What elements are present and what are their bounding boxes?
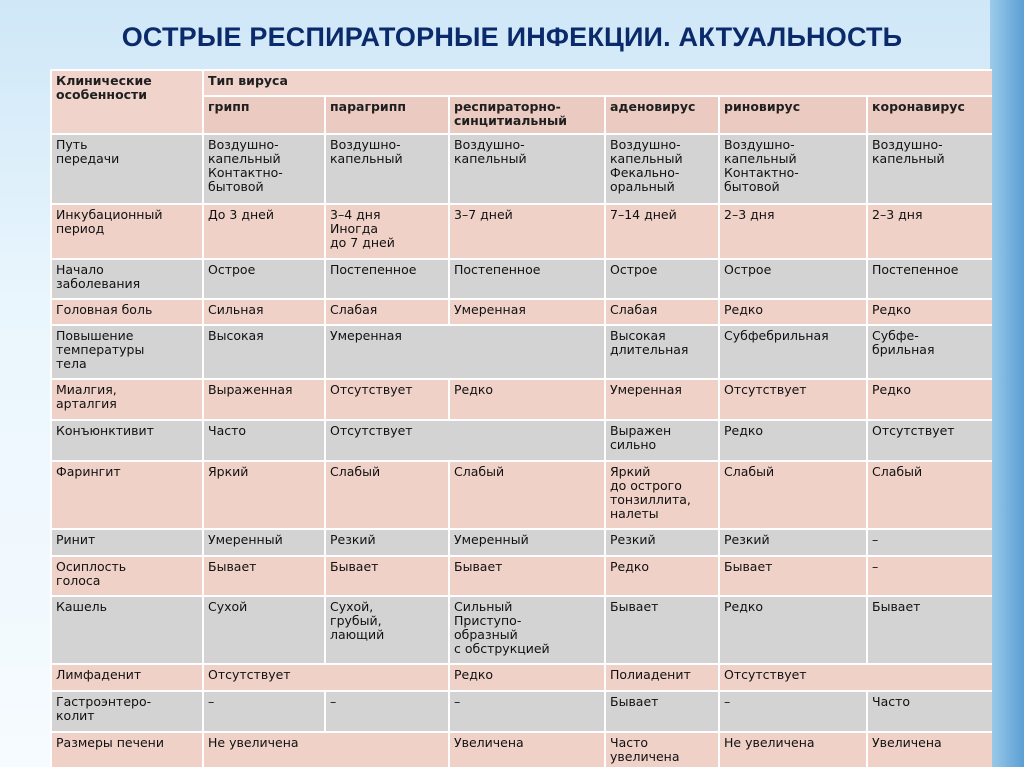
virus-comparison-table [50, 69, 992, 767]
table-cell: Редко [605, 556, 719, 596]
row-label: Повышение температуры тела [51, 325, 203, 379]
table-row [51, 134, 992, 204]
table-cell: Резкий [325, 529, 449, 556]
table-cell: Отсутствует [719, 664, 992, 691]
table-cell: – [867, 556, 992, 596]
table-row [51, 596, 992, 664]
table-cell: Умеренная [325, 325, 605, 379]
column-header: коронавирус [867, 96, 992, 134]
table-cell: Острое [203, 259, 325, 299]
table-cell: Острое [605, 259, 719, 299]
table-cell: Воздушно- капельный Контактно- бытовой [719, 134, 867, 204]
table-cell: Редко [719, 596, 867, 664]
table-cell: Редко [867, 379, 992, 420]
table-cell: Субфебрильная [719, 325, 867, 379]
table-cell: Слабая [325, 299, 449, 325]
table-cell: Часто [203, 420, 325, 461]
table-cell: Воздушно- капельный [325, 134, 449, 204]
table-cell: Выраженная [203, 379, 325, 420]
table-cell: Субфе- брильная [867, 325, 992, 379]
table-cell: Воздушно- капельный [449, 134, 605, 204]
row-label: Инкубационный период [51, 204, 203, 259]
table-cell: Высокая [203, 325, 325, 379]
table-cell: Бывает [867, 596, 992, 664]
table-cell: – [867, 529, 992, 556]
row-label: Ринит [51, 529, 203, 556]
table-cell: Редко [719, 420, 867, 461]
table-cell: Сильная [203, 299, 325, 325]
row-label: Путь передачи [51, 134, 203, 204]
table-cell: Сухой [203, 596, 325, 664]
table-cell: Умеренная [605, 379, 719, 420]
table-cell: Редко [719, 299, 867, 325]
table-cell: Слабый [719, 461, 867, 529]
table-cell: Бывает [449, 556, 605, 596]
table-cell: Полиаденит [605, 664, 719, 691]
row-label: Размеры печени [51, 732, 203, 767]
row-label: Гастроэнтеро- колит [51, 691, 203, 732]
table-cell: 7–14 дней [605, 204, 719, 259]
table-cell: Сухой, грубый, лающий [325, 596, 449, 664]
row-label: Фарингит [51, 461, 203, 529]
slide-title: ОСТРЫЕ РЕСПИРАТОРНЫЕ ИНФЕКЦИИ. АКТУАЛЬНОСТЬ [121, 22, 903, 52]
table-cell: 3–7 дней [449, 204, 605, 259]
table-cell: Умеренная [449, 299, 605, 325]
table-header-row-1 [51, 70, 992, 96]
table-cell: Увеличена [449, 732, 605, 767]
table-row [51, 664, 992, 691]
table-cell: Постепенное [867, 259, 992, 299]
table-cell: Слабый [325, 461, 449, 529]
table-row [51, 556, 992, 596]
table-cell: Умеренный [449, 529, 605, 556]
table-row [51, 299, 992, 325]
table-cell: – [719, 691, 867, 732]
table-cell: 2–3 дня [867, 204, 992, 259]
corner-header: Клинические особенности [51, 70, 203, 134]
table-cell: Бывает [325, 556, 449, 596]
row-label: Осиплость голоса [51, 556, 203, 596]
decorative-side-bar [990, 0, 1024, 767]
table-cell: Острое [719, 259, 867, 299]
table-cell: Бывает [605, 596, 719, 664]
table-cell: Сильный Приступо- образный с обструкцией [449, 596, 605, 664]
table-cell: Воздушно- капельный [867, 134, 992, 204]
table-cell: Яркий до острого тонзиллита, налеты [605, 461, 719, 529]
table-cell: Отсутствует [325, 379, 449, 420]
table-row [51, 379, 992, 420]
table-cell: Увеличена [867, 732, 992, 767]
table-cell: Не увеличена [203, 732, 449, 767]
table-cell: Редко [449, 379, 605, 420]
table-row [51, 529, 992, 556]
group-header: Тип вируса [203, 70, 992, 96]
table-row [51, 420, 992, 461]
row-label: Головная боль [51, 299, 203, 325]
table-row [51, 461, 992, 529]
table-cell: Бывает [605, 691, 719, 732]
row-label: Лимфаденит [51, 664, 203, 691]
table-cell: Умеренный [203, 529, 325, 556]
table-cell: – [325, 691, 449, 732]
row-label: Миалгия, арталгия [51, 379, 203, 420]
table-cell: Постепенное [325, 259, 449, 299]
comparison-table-container [50, 69, 992, 767]
table-cell: Яркий [203, 461, 325, 529]
table-cell: Выражен сильно [605, 420, 719, 461]
table-cell: Бывает [719, 556, 867, 596]
table-row [51, 691, 992, 732]
table-cell: Не увеличена [719, 732, 867, 767]
column-header: риновирус [719, 96, 867, 134]
table-cell: Отсутствует [719, 379, 867, 420]
table-cell: Редко [867, 299, 992, 325]
table-cell: Часто [867, 691, 992, 732]
table-row [51, 325, 992, 379]
table-cell: 2–3 дня [719, 204, 867, 259]
table-cell: Бывает [203, 556, 325, 596]
column-header: грипп [203, 96, 325, 134]
column-header: аденовирус [605, 96, 719, 134]
table-row [51, 732, 992, 767]
table-cell: Высокая длительная [605, 325, 719, 379]
table-cell: До 3 дней [203, 204, 325, 259]
table-cell: Воздушно- капельный Фекально- оральный [605, 134, 719, 204]
table-row [51, 204, 992, 259]
table-cell: Слабый [867, 461, 992, 529]
table-cell: Отсутствует [325, 420, 605, 461]
table-cell: Отсутствует [203, 664, 449, 691]
table-cell: 3–4 дня Иногда до 7 дней [325, 204, 449, 259]
table-cell: – [449, 691, 605, 732]
table-cell: Слабый [449, 461, 605, 529]
table-row [51, 259, 992, 299]
column-header: парагрипп [325, 96, 449, 134]
table-cell: Постепенное [449, 259, 605, 299]
table-cell: Слабая [605, 299, 719, 325]
row-label: Начало заболевания [51, 259, 203, 299]
row-label: Конъюнктивит [51, 420, 203, 461]
table-cell: Отсутствует [867, 420, 992, 461]
table-cell: Резкий [605, 529, 719, 556]
column-header: респираторно- синцитиальный [449, 96, 605, 134]
table-cell: – [203, 691, 325, 732]
table-cell: Резкий [719, 529, 867, 556]
row-label: Кашель [51, 596, 203, 664]
table-cell: Часто увеличена [605, 732, 719, 767]
table-cell: Воздушно- капельный Контактно- бытовой [203, 134, 325, 204]
table-cell: Редко [449, 664, 605, 691]
